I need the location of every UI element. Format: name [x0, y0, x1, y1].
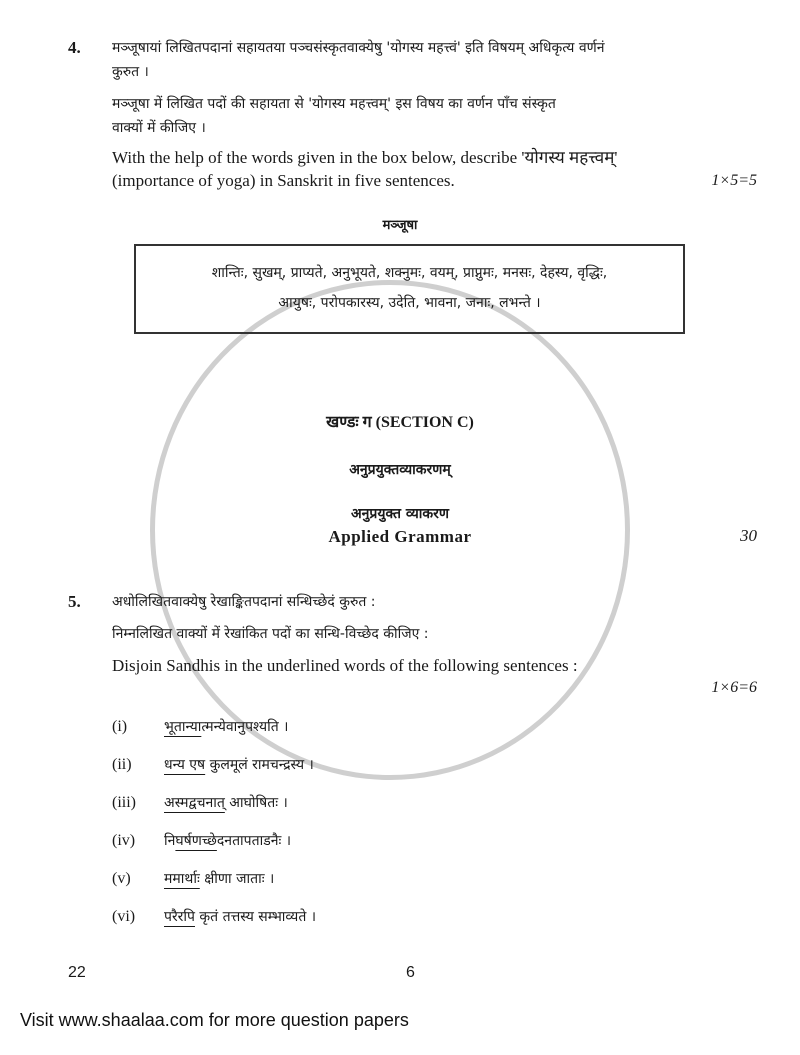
list-item: [112, 791, 757, 815]
list-item: [112, 753, 757, 777]
item-rest: कृतं तत्तस्य सम्भाव्यते ।: [194, 909, 317, 925]
q4-hindi-line1: मञ्जूषा में लिखित पदों की सहायता से 'योगस्य महत्त्वम्' इस विषय का वर्णन पाँच संस्कृत: [112, 96, 556, 112]
item-number: (v): [112, 870, 131, 887]
visit-link[interactable]: Visit www.shaalaa.com for more question papers: [20, 1010, 409, 1030]
list-item: [112, 867, 757, 891]
q4-english-line1: With the help of the words given in the box below, describe 'योगस्य महत्त्वम्': [112, 148, 618, 167]
item-number: (vi): [112, 908, 136, 925]
q4-hindi-line2: वाक्यों में कीजिए ।: [112, 120, 206, 136]
item-rest: दनतापताडनैः ।: [216, 833, 292, 849]
q5-hindi: निम्नलिखित वाक्यों में रेखांकित पदों का सन्धि-विच्छेद कीजिए :: [112, 626, 429, 642]
item-sentence: [164, 829, 291, 853]
underlined-word: अस्मद्वचनात्: [164, 795, 225, 811]
list-item: [112, 715, 757, 739]
q5-sanskrit: अधोलिखितवाक्येषु रेखाङ्कितपदानां सन्धिच्छेदं कुरुत :: [112, 594, 376, 610]
word-box-line2: आयुषः, परोपकारस्य, उदेति, भावना, जनाः, लभन्ते ।: [278, 295, 541, 311]
q5-english: Disjoin Sandhis in the underlined words of the following sentences :: [112, 656, 578, 675]
underlined-word: ममार्थाः: [164, 871, 200, 887]
paper-code: 22: [68, 964, 86, 981]
question-4: [68, 36, 757, 192]
underlined-word: परैरपि: [164, 909, 195, 925]
item-sentence: [164, 905, 316, 929]
section-heading: खण्डः ग (SECTION C): [326, 414, 474, 431]
question-number: 4.: [68, 38, 81, 57]
q4-marks: 1×5=5: [711, 172, 757, 189]
q4-sanskrit-line2: कुरुत ।: [112, 64, 149, 80]
item-sentence: [164, 753, 314, 777]
section-english-title: Applied Grammar: [328, 527, 472, 546]
item-number: (ii): [112, 756, 132, 773]
section-c-header: [0, 412, 800, 548]
underlined-word: धन्य एष: [164, 757, 206, 773]
list-item: [112, 905, 757, 929]
item-number: (iii): [112, 794, 136, 811]
section-marks: 30: [740, 526, 757, 545]
word-box-line1: शान्तिः, सुखम्, प्राप्यते, अनुभूयते, शक्नुमः, वयम्, प्राप्नुमः, मनसः, देहस्य, वृद्धिः,: [211, 265, 608, 281]
item-rest: क्षीणा जाताः ।: [199, 871, 275, 887]
item-sentence: [164, 791, 288, 815]
item-sentence: [164, 715, 288, 739]
section-sanskrit-title: अनुप्रयुक्तव्याकरणम्: [349, 462, 451, 478]
item-rest: त्मन्येवानुपश्यति ।: [201, 719, 289, 735]
underlined-word: घर्षणच्छे: [175, 833, 217, 849]
q4-sanskrit-line1: मञ्जूषायां लिखितपदानां सहायतया पञ्चसंस्कृतवाक्येषु 'योगस्य महत्त्वं' इति विषयम् अधिकृत्य वर्णनं: [112, 40, 605, 56]
item-sentence: [164, 867, 274, 891]
question-5: [68, 590, 757, 929]
item-pre: नि: [164, 833, 176, 849]
word-box: [134, 244, 685, 334]
list-item: [112, 829, 757, 853]
word-box-title: मञ्जूषा: [382, 218, 418, 233]
q4-english-line2: (importance of yoga) in Sanskrit in five sentences.: [112, 171, 455, 190]
underlined-word: भूतान्या: [164, 719, 202, 735]
item-number: (i): [112, 718, 128, 735]
page-number: 6: [406, 964, 415, 981]
q5-marks: 1×6=6: [711, 679, 757, 696]
item-number: (iv): [112, 832, 136, 849]
section-hindi-title: अनुप्रयुक्त व्याकरण: [350, 506, 450, 522]
question-number: 5.: [68, 592, 81, 611]
item-rest: आघोषितः ।: [224, 795, 288, 811]
page-footer: [68, 963, 757, 983]
item-rest: कुलमूलं रामचन्द्रस्य ।: [205, 757, 314, 773]
